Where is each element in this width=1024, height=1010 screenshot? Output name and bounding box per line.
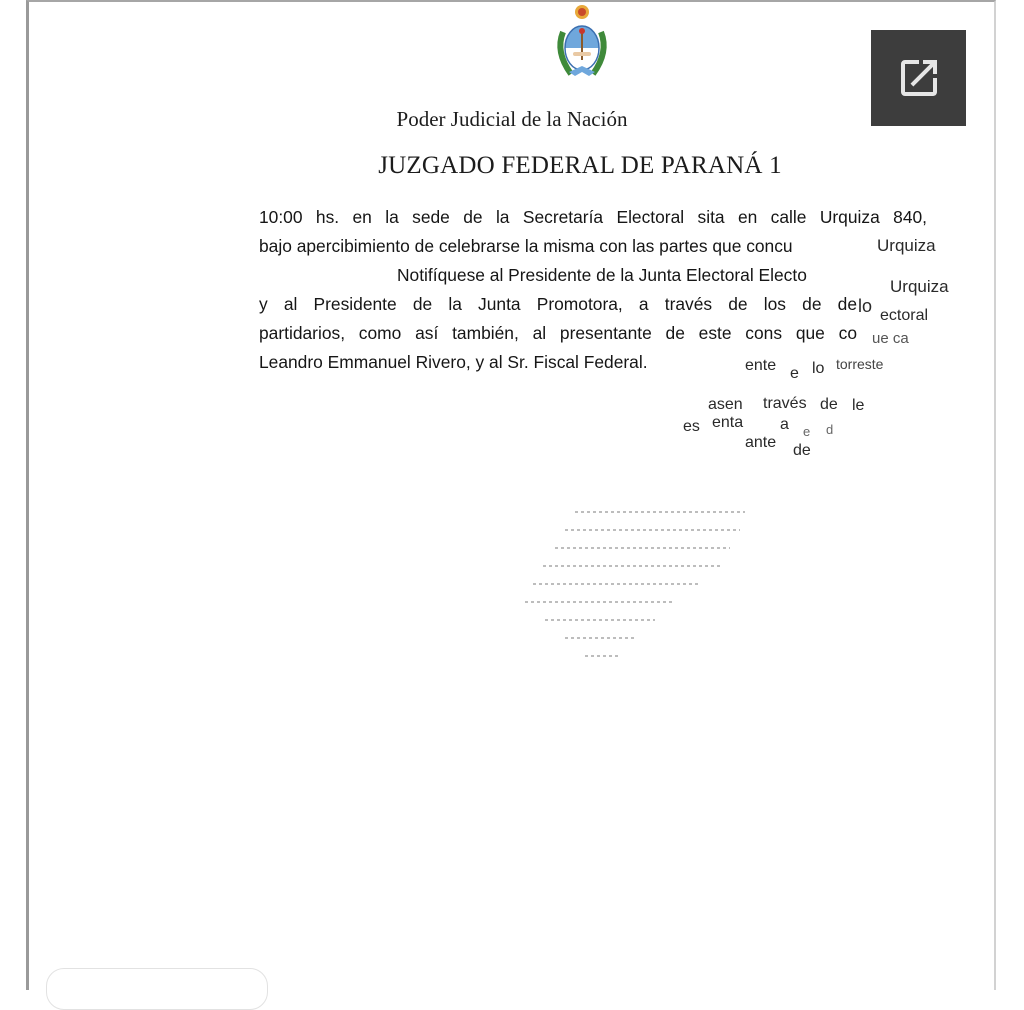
- paragraph-line: Notifíquese al Presidente de la Junta Electoral Electo: [397, 265, 807, 285]
- paragraph-line: partidarios, como así también, al presentante de este cons que co: [259, 323, 857, 343]
- artifact-fragment: ente: [745, 357, 777, 374]
- document-org: Poder Judicial de la Nación: [396, 107, 628, 131]
- artifact-fragment: e: [803, 424, 811, 439]
- artifact-fragment: enta: [712, 414, 744, 431]
- artifact-fragment: través: [763, 395, 807, 412]
- open-in-new-icon: [895, 54, 943, 102]
- artifact-fragment: Urquiza: [877, 236, 936, 255]
- paragraph-line: y al Presidente de la Junta Promotora, a través de los de de: [259, 294, 857, 314]
- artifact-fragment: a: [780, 416, 789, 433]
- faded-stamp-artifact: [495, 500, 765, 665]
- artifact-fragment: ante: [745, 434, 777, 451]
- artifact-fragment: Urquiza: [890, 277, 949, 296]
- artifact-fragment: ectoral: [880, 307, 929, 324]
- artifact-fragment: de: [820, 396, 838, 413]
- artifact-fragment: d: [826, 422, 834, 437]
- artifact-fragment: asen: [708, 396, 743, 413]
- artifact-fragment: es: [683, 418, 700, 435]
- artifact-fragment: torreste: [836, 356, 884, 372]
- document-paragraph: [259, 203, 927, 377]
- paragraph-line: 10:00 hs. en la sede de la Secretaría Electoral sita en calle Urquiza 840,: [259, 207, 927, 227]
- bottom-floating-control[interactable]: [46, 968, 268, 1010]
- document-court-title: JUZGADO FEDERAL DE PARANÁ 1: [378, 152, 782, 179]
- paragraph-line: bajo apercibimiento de celebrarse la misma con las partes que concu: [259, 236, 793, 256]
- document-page: [26, 0, 996, 990]
- artifact-fragment: e: [790, 365, 799, 382]
- paragraph-line: Leandro Emmanuel Rivero, y al Sr. Fiscal Federal.: [259, 352, 648, 372]
- artifact-fragment: lo: [812, 360, 825, 377]
- artifact-fragment: de: [793, 442, 811, 459]
- open-external-button[interactable]: [871, 30, 966, 126]
- coat-of-arms-icon: [549, 2, 615, 82]
- artifact-fragment: lo: [858, 296, 873, 316]
- artifact-fragment: ue ca: [872, 330, 909, 347]
- artifact-fragment: le: [852, 397, 865, 414]
